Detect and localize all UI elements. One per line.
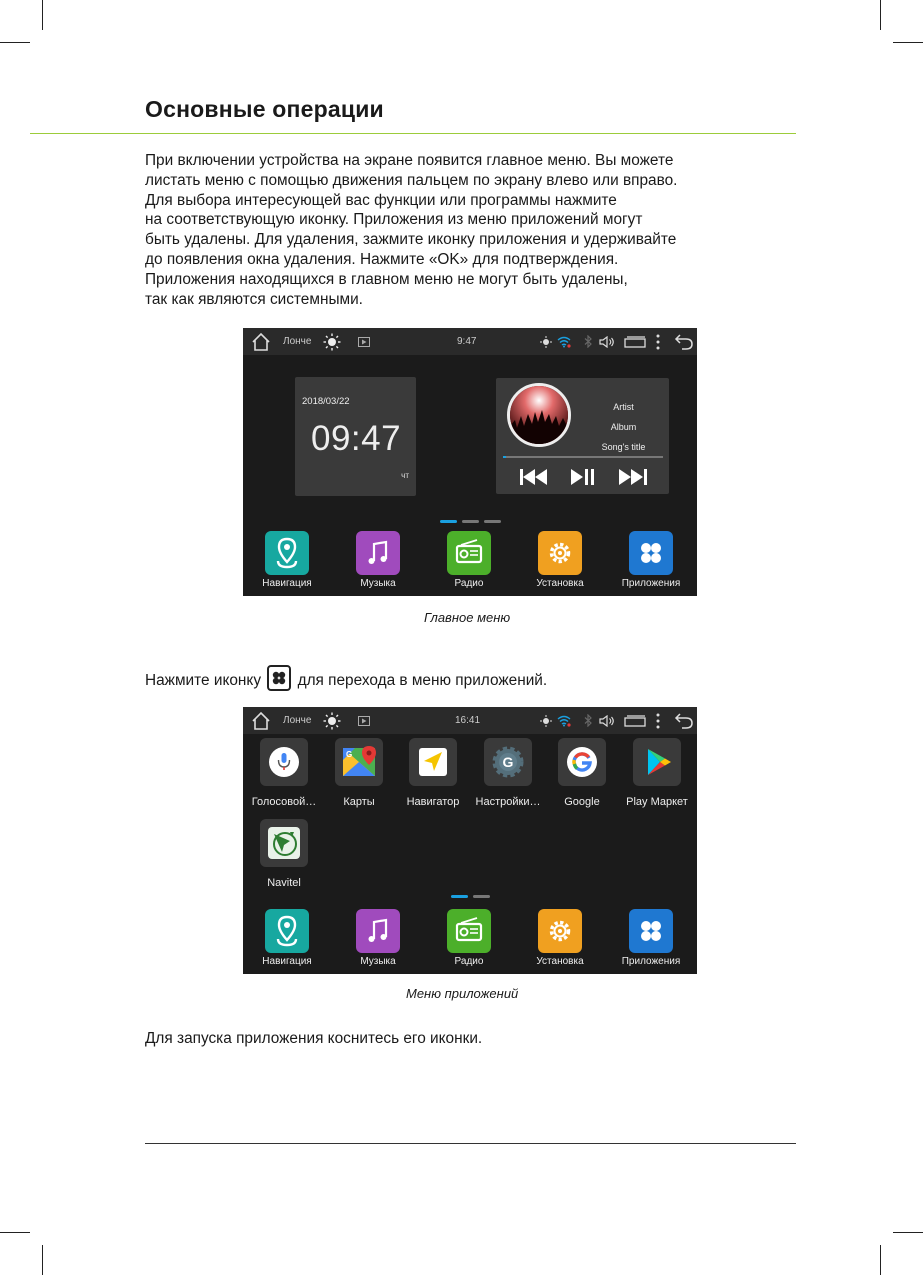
apps-icon (267, 665, 291, 691)
launcher-label: Лонче (283, 715, 312, 726)
app-label: Навигатор (406, 796, 460, 808)
home-icon[interactable] (249, 328, 273, 355)
play-pause-icon[interactable] (571, 469, 595, 490)
crop-mark (0, 42, 30, 43)
apps-hint-after: для перехода в меню приложений. (297, 672, 548, 690)
radio-icon (447, 531, 491, 575)
page-dot (484, 520, 501, 523)
video-icon[interactable] (356, 707, 372, 734)
dock-label: Установка (536, 956, 584, 967)
crop-mark (0, 1232, 30, 1233)
clock-weekday: чт (401, 471, 409, 480)
intro-line: При включении устройства на экране появится главное меню. Вы можете (145, 152, 674, 169)
video-icon[interactable] (356, 328, 372, 355)
intro-line: листать меню с помощью движения пальцем по экрану влево или вправо. (145, 171, 678, 189)
bluetooth-icon (582, 707, 594, 734)
wifi-icon (556, 328, 572, 355)
intro-line: Приложения находящихся в главном меню не могут быть удалены, (145, 270, 628, 288)
svg-text:G: G (346, 750, 353, 759)
more-icon[interactable] (653, 328, 663, 355)
apps-hint-before: Нажмите иконку (145, 672, 262, 690)
status-time: 16:41 (455, 715, 481, 726)
google-settings-icon (484, 738, 532, 786)
music-progress-bar[interactable] (503, 456, 663, 458)
crop-mark (880, 0, 881, 30)
crop-mark (880, 1245, 881, 1275)
intro-line: на соответствующую иконку. Приложения из меню приложений могут (145, 211, 643, 229)
crop-mark (893, 1232, 923, 1233)
status-time: 9:47 (457, 336, 477, 347)
navigation-icon (265, 531, 309, 575)
clock-date: 2018/03/22 (302, 396, 350, 407)
music-artist: Artist (613, 402, 634, 412)
settings-icon (538, 531, 582, 575)
app-label: Google (564, 796, 600, 808)
svg-text:G: G (502, 754, 514, 770)
figure-caption: Главное меню (424, 610, 511, 625)
more-icon[interactable] (653, 707, 663, 734)
title-divider (30, 133, 796, 134)
dock-label: Музыка (360, 578, 396, 589)
gps-icon (539, 328, 553, 355)
app-label: Голосовой… (251, 796, 317, 808)
radio-icon (447, 909, 491, 953)
apps-icon (629, 909, 673, 953)
page-dot-active (440, 520, 457, 523)
music-widget[interactable] (496, 378, 669, 494)
dock-label: Навигация (262, 578, 312, 589)
wifi-icon (556, 707, 572, 734)
apps-icon (629, 531, 673, 575)
dock-label: Навигация (262, 956, 312, 967)
music-icon (356, 909, 400, 953)
main-menu-screenshot (243, 328, 697, 596)
intro-line: Для выбора интересующей вас функции или программы нажмите (145, 191, 617, 209)
dock-label: Установка (536, 578, 584, 589)
dock (243, 906, 697, 974)
intro-paragraph (145, 151, 677, 309)
music-song: Song's title (601, 442, 646, 452)
back-icon[interactable] (672, 707, 696, 734)
dock (243, 528, 697, 596)
intro-line: до появления окна удаления. Нажмите «OK» для подтверждения. (145, 250, 619, 268)
apps-hint (145, 671, 547, 691)
crop-mark (42, 1245, 43, 1275)
clock-time: 09:47 (311, 419, 402, 458)
clock-widget[interactable] (295, 377, 416, 496)
app-label: Play Маркет (626, 796, 688, 808)
next-track-icon[interactable] (619, 469, 647, 490)
intro-line: так как являются системными. (145, 290, 363, 308)
page-dot (462, 520, 479, 523)
album-art (507, 383, 571, 447)
gps-icon (539, 707, 553, 734)
settings-icon (538, 909, 582, 953)
dock-label: Музыка (360, 956, 396, 967)
voice-search-icon (260, 738, 308, 786)
play-market-icon (633, 738, 681, 786)
page-indicator (451, 895, 491, 898)
volume-icon[interactable] (598, 707, 616, 734)
navigator-icon (409, 738, 457, 786)
page-indicator (440, 520, 502, 523)
google-icon (558, 738, 606, 786)
crop-mark (893, 42, 923, 43)
status-bar (243, 707, 697, 734)
figure-caption: Меню приложений (406, 986, 519, 1001)
home-icon[interactable] (249, 707, 273, 734)
dock-label: Радио (454, 956, 484, 967)
window-icon[interactable] (623, 328, 647, 355)
previous-track-icon[interactable] (520, 469, 548, 490)
page-dot (473, 895, 490, 898)
brightness-icon[interactable] (321, 328, 343, 355)
dock-label: Радио (454, 578, 484, 589)
bluetooth-icon (582, 328, 594, 355)
launcher-label: Лонче (283, 336, 312, 347)
brightness-icon[interactable] (321, 707, 343, 734)
app-label: Карты (343, 796, 375, 808)
navitel-icon (260, 819, 308, 867)
apps-menu-screenshot (243, 707, 697, 974)
navigation-icon (265, 909, 309, 953)
app-label: Настройки… (475, 796, 541, 808)
maps-icon (335, 738, 383, 786)
page-title: Основные операции (145, 96, 384, 122)
volume-icon[interactable] (598, 328, 616, 355)
dock-label: Приложения (621, 956, 681, 967)
music-icon (356, 531, 400, 575)
page-dot-active (451, 895, 468, 898)
app-label: Navitel (267, 877, 301, 889)
launch-hint: Для запуска приложения коснитесь его иконки. (145, 1030, 483, 1047)
intro-line: быть удалены. Для удаления, зажмите иконку приложения и удерживайте (145, 231, 677, 249)
status-bar (243, 328, 697, 355)
music-album: Album (610, 422, 637, 432)
window-icon[interactable] (623, 707, 647, 734)
crop-mark (42, 0, 43, 30)
dock-label: Приложения (621, 578, 681, 589)
back-icon[interactable] (672, 328, 696, 355)
footer-divider (145, 1143, 796, 1144)
